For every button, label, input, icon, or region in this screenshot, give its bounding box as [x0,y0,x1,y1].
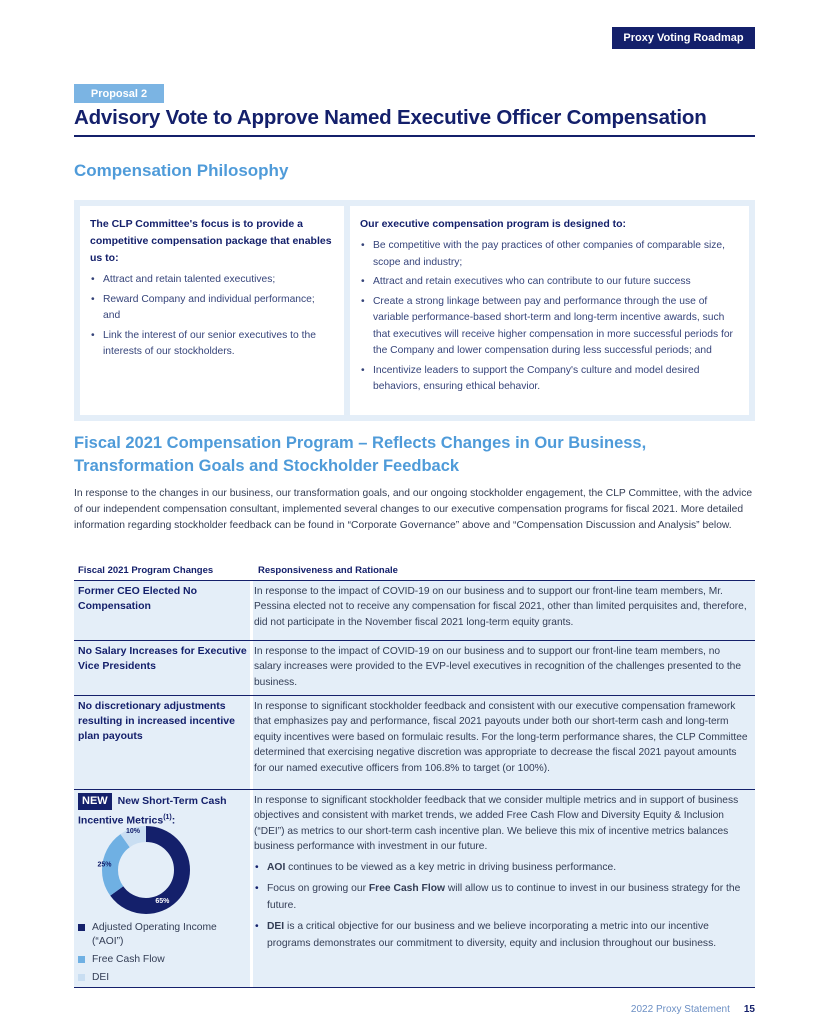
table-row [74,581,755,641]
proxy-voting-roadmap-tab[interactable]: Proxy Voting Roadmap [612,27,755,49]
change-label: New Short-Term Cash Incentive Metrics [78,795,227,827]
metrics-donut-chart [88,820,198,920]
page-number: 15 [743,1004,755,1015]
bullet-bold: DEI [267,921,285,933]
rationale-cell: In response to significant stockholder feedback and consistent with our executive compensation framework that emphasizes pay and performance, fiscal 2021 payouts under both our short-term cash and long-term equity incentives were based on formulaic results. For the long-term performance shares, the CLP Committee determined that exercising negative discretion was appropriate to decrease the fiscal 2021 payout amounts for our named executive officers from 106.8% to target (or 100%). [254,701,748,774]
bullet-text: continues to be viewed as a key metric in driving business performance. [285,861,617,873]
legend-swatch [78,956,85,963]
list-item: • Attract and retain executives who can contribute to our future success [360,274,739,291]
program-changes-table [74,563,755,988]
legend-item [78,921,248,949]
fiscal-intro: In response to the changes in our business, our transformation goals, and our ongoing stockholder engagement, the CLP Committee, with the advice of our independent compensation consultant, implemented several changes to our executive compensation programs for fiscal 2021. More detailed information regarding stockholder feedback can be found in “Corporate Governance” above and “Compensation Discussion and Analysis” below. [74,488,753,531]
list-item [254,860,750,877]
metrics-bullet-list [254,860,750,953]
legend-swatch [78,924,85,931]
change-cell: No discretionary adjustments resulting in increased incentive plan payouts [78,700,235,742]
bullet-bold: Free Cash Flow [368,883,445,895]
legend-item [78,971,248,985]
donut-label-2: 10% [126,828,141,836]
new-badge: NEW [78,793,112,810]
list-item: • Be competitive with the pay practices of other companies of comparable size, scope and industry; [360,238,739,271]
list-item: • Link the interest of our senior executives to the interests of our stockholders. [90,328,334,361]
change-suffix: : [171,814,176,827]
philosophy-left-column [80,206,344,415]
philosophy-left-list [90,272,334,361]
list-item [254,919,750,952]
philosophy-right-heading: Our executive compensation program is designed to: [360,218,627,230]
donut-label-1: 25% [97,861,112,869]
legend-label: Adjusted Operating Income (“AOI”) [92,922,217,947]
legend-label: DEI [92,972,110,983]
list-item [254,881,750,914]
legend-item [78,953,248,967]
rationale-cell [254,793,750,955]
list-item: • Attract and retain talented executives; [90,272,334,289]
footer-text: 2022 Proxy Statement [630,1004,730,1015]
rationale-cell: In response to the impact of COVID-19 on our business and to support our front-line team members, Mr. Pessina elected not to receive any compensation for fiscal 2021, other than limited perquisites and, therefore, did not participate in the November fiscal 2021 long-term equity grants. [254,586,747,628]
philosophy-right-list [360,238,739,396]
bullet-text: is a critical objective for our business and we believe incorporating a metric into our incentive programs demonstrates our commitment to diversity, equity and inclusion throughout our business. [267,921,717,949]
title-rule [74,135,755,137]
chart-legend [78,921,248,989]
philosophy-right-column [350,206,749,415]
page-title: Advisory Vote to Approve Named Executive Officer Compensation [74,106,707,129]
change-cell: No Salary Increases for Executive Vice Presidents [78,645,247,672]
footnote-marker: (1) [163,814,172,821]
legend-label: Free Cash Flow [92,954,165,965]
change-cell: Former CEO Elected No Compensation [78,585,198,612]
list-item: • Create a strong linkage between pay and performance through the use of variable performance-based short-term and long-term incentive awards, such that executives will receive higher compensation in more successful periods for the Company and lower compensation during less successful periods; and [360,294,739,360]
proposal-tag: Proposal 2 [74,84,164,103]
column-header-rationale: Responsiveness and Rationale [258,565,398,576]
list-item: • Reward Company and individual performance; and [90,292,334,325]
table-header [74,563,755,581]
bullet-pre: Focus on growing our [267,883,369,895]
bullet-text: will allow us to continue to invest in our business strategy for the future. [267,883,741,911]
list-item: • Incentivize leaders to support the Company's culture and model desired behaviors, ensuring ethical behavior. [360,363,739,396]
rationale-cell: In response to the impact of COVID-19 on our business and to support our front-line team members, no salary increases were provided to the EVP-level executives in recognition of the challenges presented to the business. [254,646,742,688]
page-footer [0,1004,755,1015]
donut-label-0: 65% [155,897,170,905]
legend-swatch [78,974,85,981]
philosophy-heading: Compensation Philosophy [74,161,289,180]
rationale-text: In response to significant stockholder feedback that we consider multiple metrics and in support of business objectives and consistent with market trends, we added Free Cash Flow and Diversity Equity & Inclusion (“DEI”) as metrics to our short-term cash incentive plan. We believe this mix of incentive metrics balances business performance with investment in our future. [254,795,739,853]
fiscal-heading: Fiscal 2021 Compensation Program – Reflects Changes in Our Business, Transformation Goals and Stockholder Feedback [74,434,647,475]
bullet-bold: AOI [267,861,286,873]
table-row [74,790,755,988]
table-row [74,696,755,790]
table-row [74,641,755,696]
philosophy-left-heading: The CLP Committee's focus is to provide a competitive compensation package that enables us to: [90,218,332,264]
column-header-changes: Fiscal 2021 Program Changes [78,565,214,576]
